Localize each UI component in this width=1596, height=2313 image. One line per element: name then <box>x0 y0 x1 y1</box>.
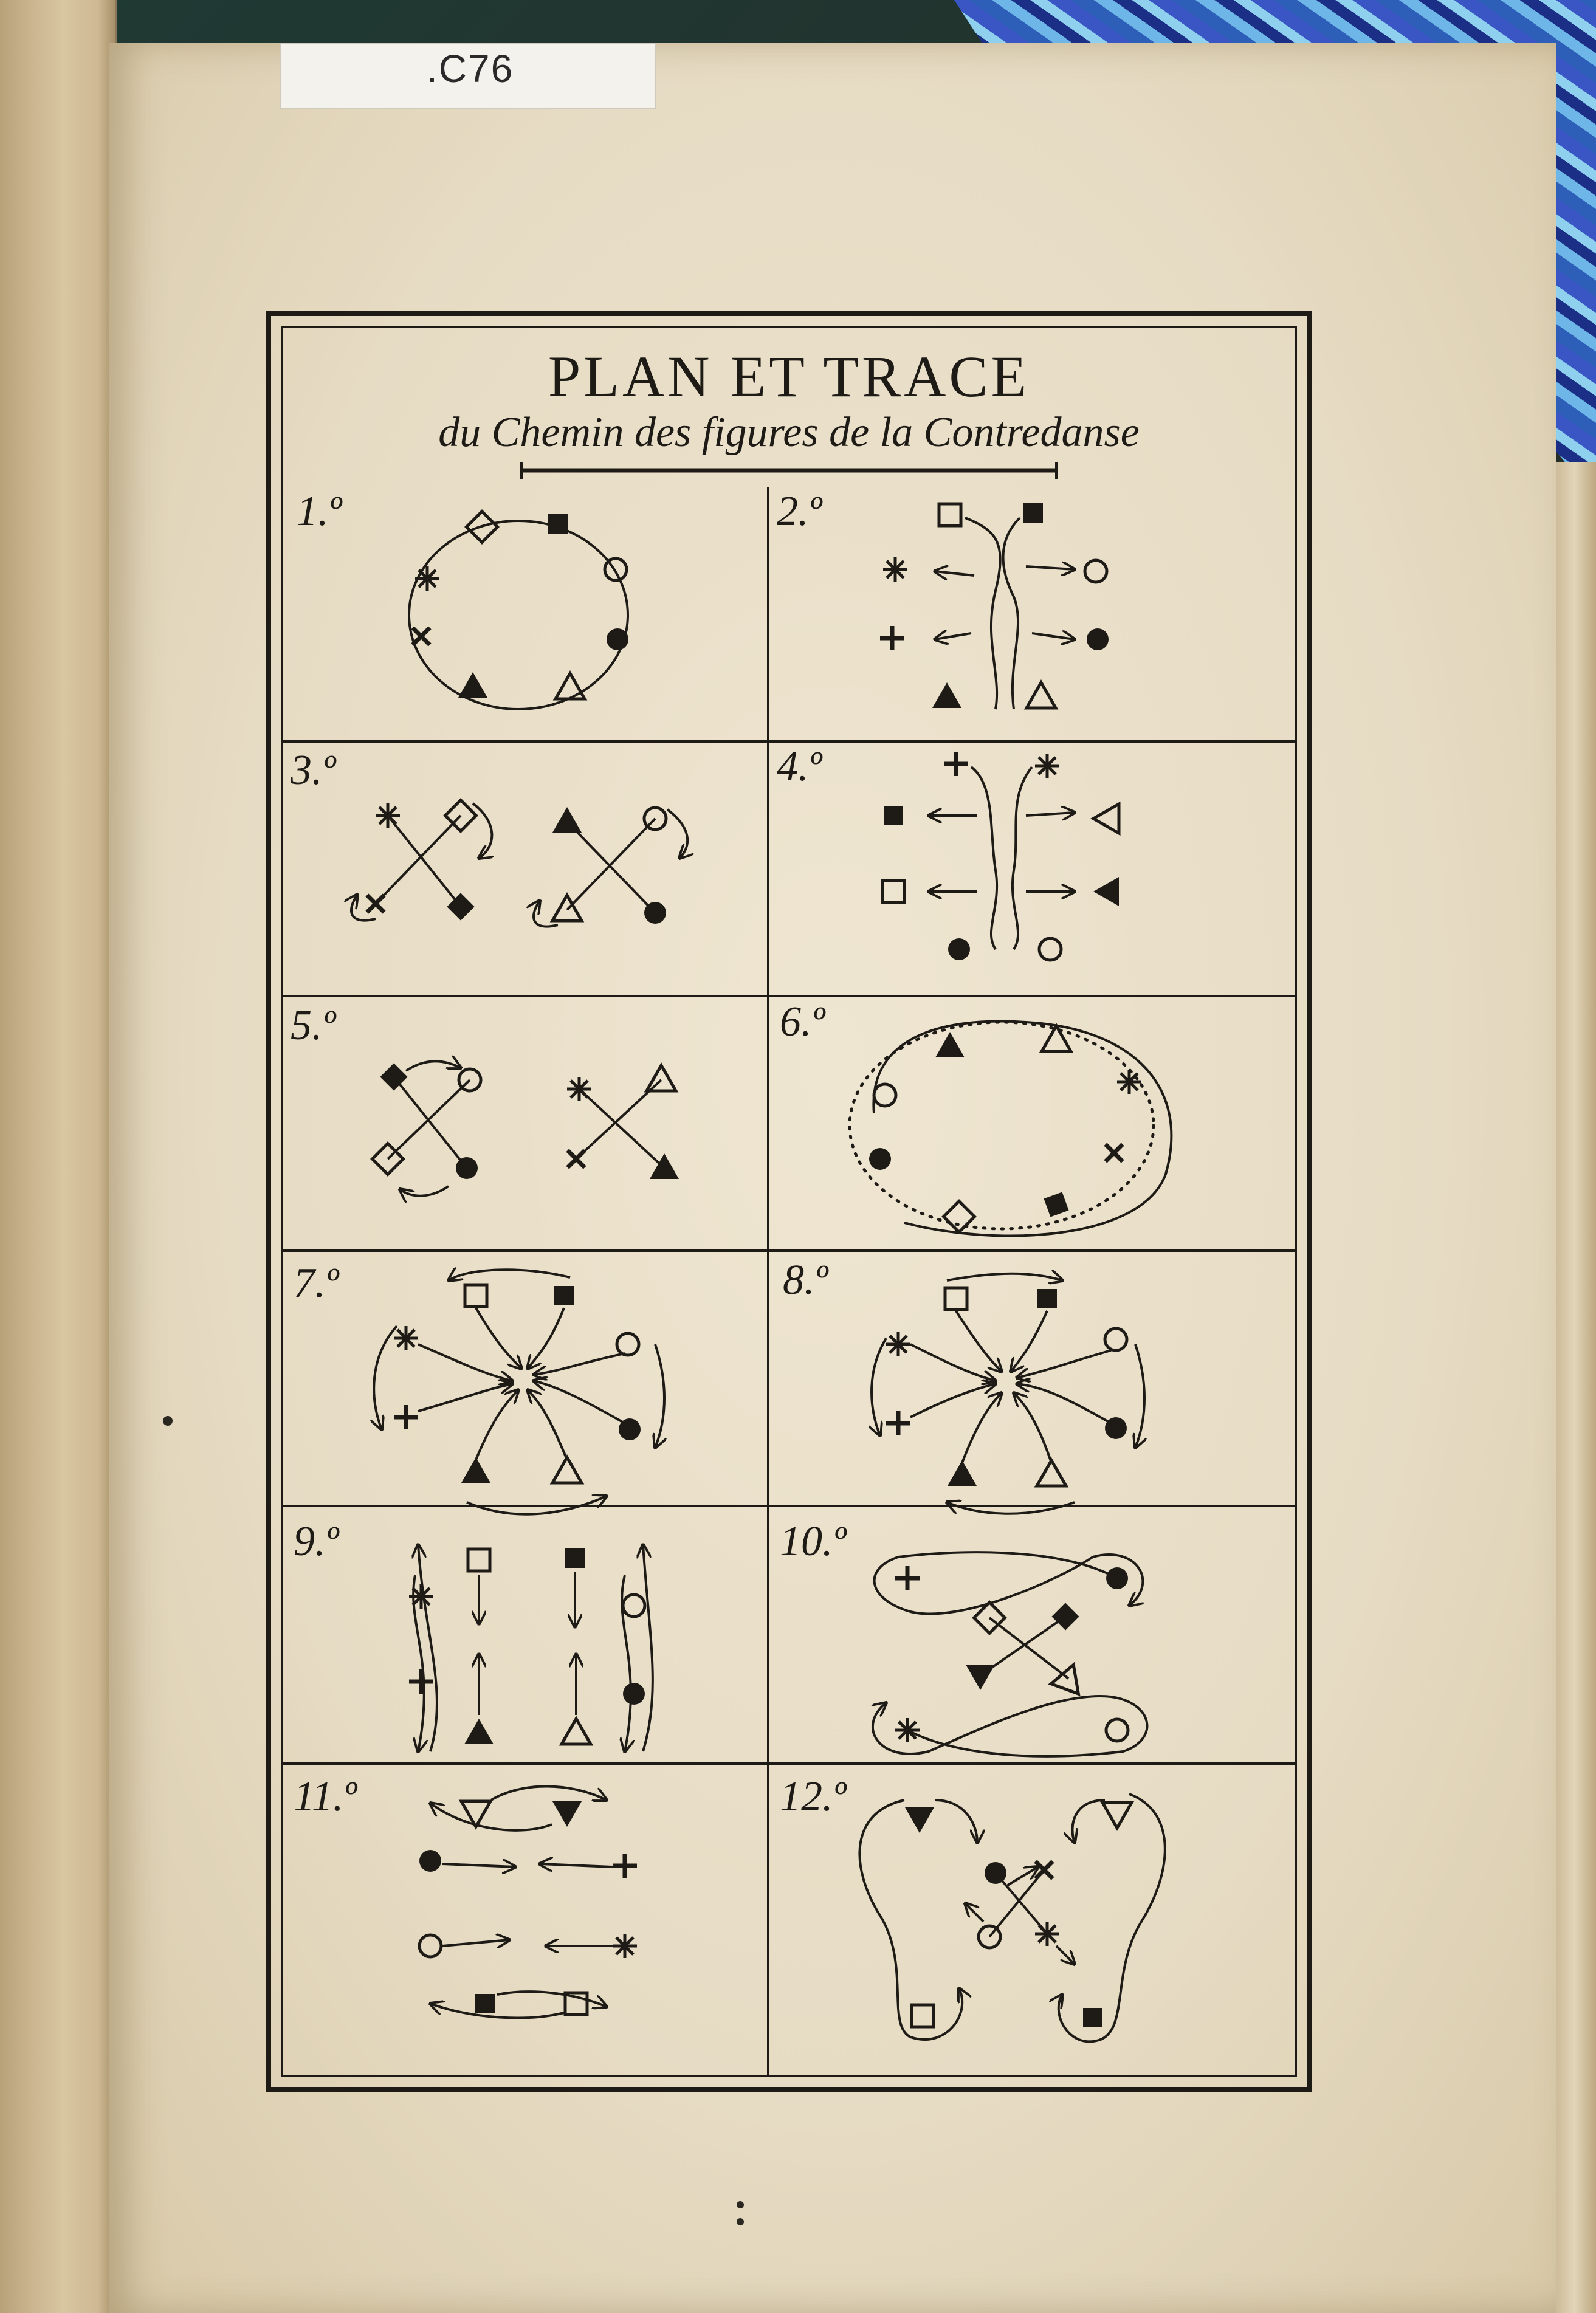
figure-1-diagram <box>404 512 628 709</box>
plate-frame <box>266 311 1312 2092</box>
figure-number: 11.º <box>294 1773 357 1820</box>
engraved-plate <box>266 311 1312 2092</box>
figure-number: 7.º <box>294 1260 339 1307</box>
plate-subtitle: du Chemin des figures de la Contredanse <box>438 409 1140 456</box>
figure-number: 4.º <box>777 743 822 790</box>
plate-title: PLAN ET TRACE <box>548 344 1030 409</box>
figure-4-diagram <box>882 752 1119 960</box>
figure-number: 5.º <box>291 1002 336 1049</box>
left-page-edge <box>0 0 117 2313</box>
figure-5-diagram <box>373 1061 679 1195</box>
figure-number: 6.º <box>780 998 825 1045</box>
figure-10-diagram <box>873 1552 1147 1756</box>
figure-6-diagram <box>850 1022 1171 1236</box>
figure-number: 2.º <box>777 488 822 535</box>
figure-3-diagram <box>351 800 687 927</box>
figure-number: 8.º <box>783 1257 828 1304</box>
ink-spot <box>737 2218 744 2225</box>
ink-spot <box>737 2201 744 2208</box>
figure-number: 9.º <box>294 1518 339 1565</box>
figure-number: 3.º <box>291 747 336 794</box>
figure-12-diagram <box>859 1794 1164 2041</box>
figure-number: 12.º <box>780 1773 847 1820</box>
shelf-label-text: .C76 <box>427 47 514 91</box>
ink-spot <box>163 1416 173 1426</box>
figure-7-diagram <box>374 1270 664 1514</box>
figure-11-diagram <box>419 1787 637 2018</box>
figure-2-diagram <box>880 503 1109 709</box>
figure-8-diagram <box>872 1274 1144 1514</box>
right-page-edges <box>1553 462 1596 2313</box>
shelf-label <box>280 43 656 109</box>
figure-number: 10.º <box>780 1518 847 1565</box>
figure-number: 1.º <box>297 488 342 535</box>
figure-9-diagram <box>409 1545 653 1751</box>
